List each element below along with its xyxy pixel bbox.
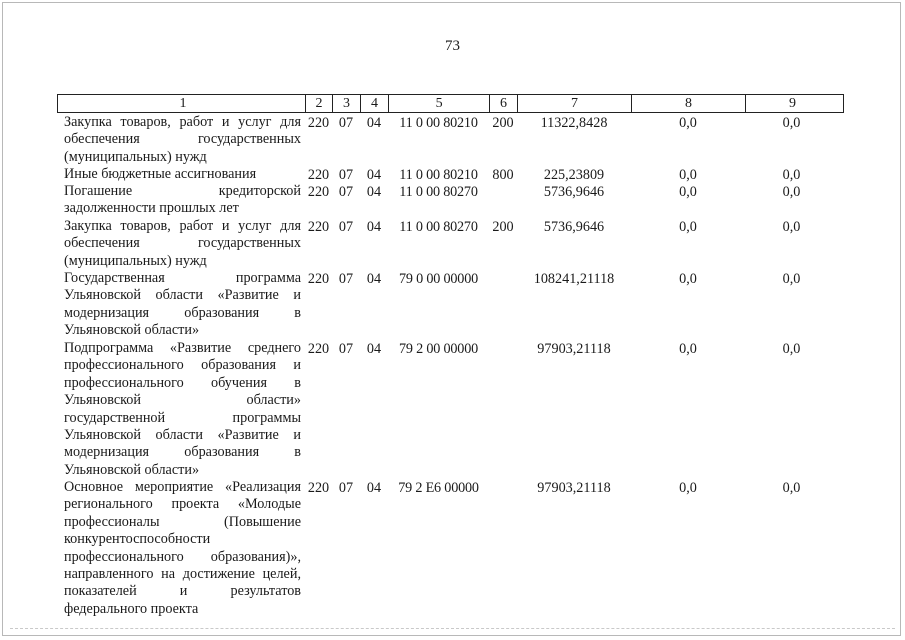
- row-subsection: 04: [366, 480, 382, 496]
- row-section: 07: [338, 184, 354, 200]
- column-header-4: 4: [361, 95, 389, 112]
- row-col8-value: 0,0: [679, 184, 697, 200]
- row-admin-code: 220: [307, 480, 330, 496]
- row-col8-value: 0,0: [679, 167, 697, 183]
- column-header-2: 2: [306, 95, 333, 112]
- row-col9-value: 0,0: [782, 341, 801, 357]
- row-subsection: 04: [366, 271, 382, 287]
- row-name: Основное мероприятие «Реализация регионального проекта «Молодые профессионалы (Повышение конкурентоспособности профессионального образования)», направленного на достижение целей, показателей и результатов федерального проекта: [64, 479, 301, 617]
- row-expense-type: 200: [492, 219, 514, 235]
- row-subsection: 04: [366, 184, 382, 200]
- row-name: Погашение кредиторской задолженности прошлых лет: [64, 183, 301, 217]
- row-expense-type: [489, 479, 517, 603]
- table-header: [57, 94, 844, 113]
- table-row: [57, 270, 844, 340]
- table-body: [57, 114, 844, 617]
- row-name: Подпрограмма «Развитие среднего профессионального образования и профессионального обучения в Ульяновской области» государственной программы Ульяновской области «Развитие и модернизация образования в Ульяновской области»: [64, 340, 301, 478]
- row-col8-value: 0,0: [679, 271, 697, 287]
- row-col9-value: 0,0: [782, 271, 801, 287]
- row-target-code: 79 2 Е6 00000: [398, 480, 479, 496]
- row-target-code: 11 0 00 80270: [399, 219, 478, 235]
- row-name: Закупка товаров, работ и услуг для обеспечения государственных (муниципальных) нужд: [64, 218, 301, 269]
- row-target-code: 79 2 00 00000: [399, 341, 478, 357]
- row-section: 07: [338, 271, 354, 287]
- row-amount: 97903,21118: [537, 480, 611, 496]
- row-col9-value: 0,0: [782, 219, 801, 235]
- row-col9-value: 0,0: [782, 167, 801, 183]
- row-section: 07: [338, 341, 354, 357]
- row-section: 07: [338, 167, 354, 183]
- table-row: [57, 218, 844, 270]
- row-section: 07: [338, 480, 354, 496]
- row-admin-code: 220: [307, 167, 330, 183]
- row-col9-value: 0,0: [782, 480, 801, 496]
- row-name: Государственная программа Ульяновской области «Развитие и модернизация образования в Ульяновской области»: [64, 270, 301, 339]
- row-admin-code: 220: [307, 115, 330, 131]
- column-header-3: 3: [333, 95, 361, 112]
- row-name: Иные бюджетные ассигнования: [64, 166, 257, 182]
- row-col8-value: 0,0: [679, 219, 697, 235]
- row-col9-value: 0,0: [782, 115, 801, 131]
- row-expense-type: 800: [492, 167, 514, 183]
- row-admin-code: 220: [307, 341, 330, 357]
- row-subsection: 04: [366, 341, 382, 357]
- column-header-7: 7: [518, 95, 632, 112]
- column-header-6: 6: [490, 95, 518, 112]
- row-col8-value: 0,0: [679, 115, 697, 131]
- row-expense-type: 200: [492, 115, 514, 131]
- row-admin-code: 220: [307, 184, 330, 200]
- row-section: 07: [338, 219, 354, 235]
- table-row: [57, 166, 844, 183]
- table-row: [57, 479, 844, 617]
- column-header-5: 5: [389, 95, 490, 112]
- row-subsection: 04: [366, 219, 382, 235]
- row-section: 07: [338, 115, 354, 131]
- column-header-1: 1: [58, 95, 306, 112]
- row-subsection: 04: [366, 115, 382, 131]
- row-expense-type: [489, 340, 517, 479]
- row-amount: 108241,21118: [533, 271, 615, 287]
- row-target-code: 11 0 00 80210: [399, 115, 478, 131]
- row-amount: 5736,9646: [543, 219, 605, 235]
- column-header-8: 8: [632, 95, 746, 112]
- row-col8-value: 0,0: [679, 341, 697, 357]
- row-expense-type: [489, 183, 517, 218]
- row-target-code: 79 0 00 00000: [399, 271, 478, 287]
- column-header-9: 9: [789, 96, 796, 111]
- row-admin-code: 220: [307, 219, 330, 235]
- row-amount: 11322,8428: [540, 115, 608, 131]
- table-row: [57, 340, 844, 479]
- row-col9-value: 0,0: [782, 184, 801, 200]
- page-number: 73: [445, 38, 460, 54]
- row-amount: 5736,9646: [543, 184, 605, 200]
- page-bottom-edge: [10, 628, 895, 629]
- row-target-code: 11 0 00 80270: [399, 184, 478, 200]
- table-row: [57, 183, 844, 218]
- row-name: Закупка товаров, работ и услуг для обеспечения государственных (муниципальных) нужд: [64, 114, 301, 165]
- row-subsection: 04: [366, 167, 382, 183]
- row-expense-type: [489, 270, 517, 340]
- row-col8-value: 0,0: [679, 480, 697, 496]
- row-amount: 225,23809: [543, 167, 605, 183]
- table-row: [57, 114, 844, 166]
- row-admin-code: 220: [307, 271, 330, 287]
- row-amount: 97903,21118: [537, 341, 611, 357]
- row-target-code: 11 0 00 80210: [399, 167, 478, 183]
